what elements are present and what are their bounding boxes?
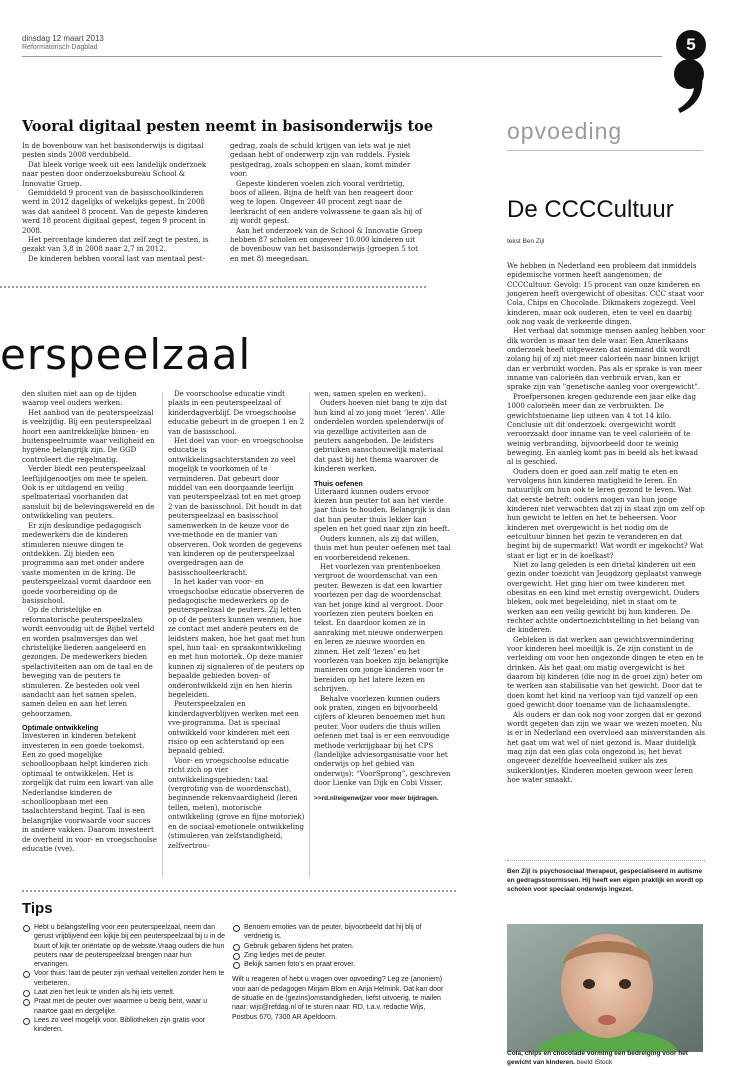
tips-col-1	[22, 923, 228, 1035]
child-photo	[507, 924, 703, 1052]
paragraph: den sluiten niet aan op de tijden waarop veel ouders werken.	[22, 390, 137, 408]
paragraph: Behalve voorlezen kunnen ouders ook praten, zingen en bijvoorbeeld cijfers of kleuren benoemen met hun peuter. Voor ouders die thuis willen oefenen met taal is er een eenvoudige methode verkrijgbaar bij het CPS (landelijke adviesorganisatie voor het onderwijs op het gebied van onderwijs): “VoorSprong”, geschreven door Lienke van Dijk en Cobi Visser.	[314, 694, 451, 788]
tip-item: Praat met de peuter over waarmee u bezig bent, waar u naartoe gaat en dergelijke.	[22, 997, 228, 1016]
paragraph: Het verhaal dat sommige mensen aanleg hebben voor dik worden is maar ten dele waar. Een Amerikaans onderzoek heeft uitgewezen dat niemand dik wordt zolang hij of zij niet meer calorieën naar binnen krijgt dan er verbruikt worden. Pas als er sprake is van meer inname van calorieën dan verbruik ervan, kan er sprake zijn van "genetische aanleg voor overgewicht".	[507, 327, 705, 392]
child-photo-image	[507, 924, 703, 1052]
paragraph: wen, samen spelen en werken).	[314, 390, 426, 398]
subheading: Optimale ontwikkeling	[22, 723, 99, 733]
paragraph: Ouders kunnen, als zij dat willen, thuis met hun peuter oefenen met taal en voorbereidend rekenen.	[314, 534, 451, 562]
paragraph: Aan het onderzoek van de School & Innovatie Groep hebben 87 scholen en ongeveer 10.000 kinderen uit de bovenbouw van het basisonderwijs (groepen 5 tot en met 8) meegedaan.	[230, 226, 423, 263]
tip-item: Lees zo veel mogelijk voor. Bibliotheken zijn gratis voor kinderen.	[22, 1016, 228, 1035]
page-number: 5	[676, 30, 706, 60]
header-rule	[22, 56, 662, 57]
paragraph: In het kader van voor- en vroegschoolse educatie observeren de pedagogische medewerkers op de peuterspeelzaal de peuters. Zij letten op of de peuters kunnen wennen, hoe ze contact met andere peuters en de leidsters maken, hoe het gaat met hun spel, hun taal- en spraakontwikkeling en met hun motoriek. Op deze manier kunnen zij signaleren of de peuters op bepaalde gebieden boven- of onderontwikkeld zijn en hen hierin begeleiden.	[168, 578, 305, 699]
paragraph: Ouders doen er goed aan zelf matig te eten en vervolgens hun kinderen matigheid te leren. En natuurlijk om hun ook te leren gezond te leven. Wat dat eerste betreft: ouders mogen van hun jonge kinderen niet verwachten dat zij in staat zijn om zelf op hun gewicht te letten en het te beheersen. Voor kinderen met overgewicht is het nodig om de eetcultuur binnen het gezin te veranderen en dat begint bij de supermarkt! Wat wordt er ingekocht? Wat staat er ligt er in de koelkast?	[507, 467, 705, 560]
paragraph: Gepeste kinderen voelen zich vooral verdrietig, boos of alleen. Bijna de helft van hen reageert door weg te lopen. Ongeveer 40 procent zegt naar de leerkracht of een andere volwassene te gaan als hij of zij wordt gepest.	[230, 179, 422, 226]
tips-title: Tips	[22, 900, 53, 917]
comma-logo-icon	[668, 58, 710, 114]
paragraph: Het aanbod van de peuterspeelzaal is veelzijdig. Bij een peuterspeelzaal hoort een aantrekkelijke binnen- en buitenspeelruimte waar veiligheid en hygiëne belangrijk zijn. De GGD controleert die regelmatig.	[22, 408, 155, 464]
paragraph: Niet zo lang geleden is een drietal kinderen uit een gezin onder toezicht van Jeugdzorg geplaatst vanwege overgewicht. Het ging hier om twee kinderen met obesitas en een kind met ernstig overgewicht. Ouders bleken, ook met begeleiding, niet in staat om te werken aan een veilig gewicht bij hun kinderen. De rechter achtte ondertoezichtstelling in het belang van de kinderen.	[507, 561, 702, 635]
paragraph: Het percentage kinderen dat zelf zegt te pesten, is gezakt van 3,8 in 2008 naar 2,7 in 2012.	[22, 236, 209, 254]
section-rule	[507, 150, 703, 151]
paragraph: Gemiddeld 9 procent van de basisschoolkinderen werd in 2012 dagelijks of wekelijks gepest. In 2008 was dat aandeel 8 procent. Van de gepeste kinderen werd 18 procent digitaal gepest, tegen 9 procent in 2008.	[22, 189, 209, 235]
paragraph: gedrag, zoals de schuld krijgen van iets wat je niet gedaan hebt of onderwerp zijn van roddels. Fysiek pestgedrag, zoals schoppen en slaan, komt minder voor.	[230, 142, 411, 179]
column-rule	[309, 392, 310, 878]
paragraph: Gebleken is dat werken aan gewichtsvermindering voor kinderen heel moeilijk is. Ze zijn constant in de verleiding om voor hen ongezonde dingen te eten en te drinken. Als het gaat om matig overgewicht is het daarom bij kinderen (die nog in de groei zijn) beter om te werken aan stabilisatie van het gewicht. Door dat te doen komt het kind na verloop van tijd vanzelf op een goed gewicht door toename van de lichaamslengte.	[507, 635, 704, 710]
tip-item: Hebt u belangstelling voor een peuterspeelzaal, neem dan gerust vrijblijvend een kijkje bij een peuterspeelzaal bij u in de buurt of kijk ter oriëntatie op de website.Vraag ouders die hun peuters naar de peuterspeelzaal brengen naar hun ervaringen.	[22, 923, 228, 969]
column-body	[507, 262, 705, 785]
column-rule	[162, 392, 163, 878]
paragraph: Dat bleek vorige week uit een landelijk onderzoek naar pesten door onderzoeksbureau School & Innovatie Groep.	[22, 160, 207, 188]
bio-divider	[507, 860, 705, 861]
main-col-1	[22, 390, 157, 855]
article-title: Vooral digitaal pesten neemt in basisonderwijs toe	[22, 118, 434, 135]
paragraph: De voorschoolse educatie vindt plaats in een peuterspeelzaal of kinderdagverblijf. De vroegschoolse educatie gebeurt in de groepen 1 en 2 van de basisschool.	[168, 390, 305, 436]
author-bio: Ben Zijl is psychosociaal therapeut, gespecialiseerd in autisme en gedragsstoornissen. Hij heeft een eigen praktijk en wordt op scholen voor speciaal onderwijs ingezet.	[507, 868, 704, 893]
tip-item: Benoem emoties van de peuter, bijvoorbeeld dat hij blij of verdrietig is.	[232, 923, 446, 942]
article-col-1	[22, 142, 215, 264]
dotted-divider	[0, 286, 426, 288]
paragraph: Op de christelijke en reformatorische peuterspeelzalen wordt eenvoudig uit de Bijbel verteld en worden psalmversjes dan wel christelijke liederen aangeleerd en gezongen. De medewerkers bieden spelactiviteiten aan om de taal en de beweging van de peuters te stimuleren. Ze besteden ook veel aandacht aan het samen spelen, samen delen en aan het leren gehoorzamen.	[22, 606, 155, 718]
tip-item: Bekijk samen foto’s en praat erover.	[232, 960, 446, 969]
tip-item: Zing liedjes met de peuter.	[232, 951, 446, 960]
paragraph: Het voorlezen van prentenboeken vergroot de woordenschat van een peuter. Bewezen is dat een kwartier voorlezen per dag de woordenschat van het jonge kind al vergroot. Door voorlezen zien peuters boeken en tekst. En daardoor komen ze in aanraking met nieuwe onderwerpen en leren ze nieuwe woorden en zinnen. Het zelf ‘lezen’ en het voorlezen van boeken zijn belangrijke manieren om jonge kinderen voor te bereiden op het latere lezen en schrijven.	[314, 562, 449, 694]
paragraph: We hebben in Nederland een probleem dat inmiddels epidemische vormen heeft aangenomen; de CCCCultuur. Gevolg: 15 procent van onze kinderen en jongeren heeft overgewicht of obesitas. CCC staat voor Cola, Chips en Chocolade. Dikmakers zogezegd. Veel kinderen, maar ook ouderen, eten te veel en daarbij ook nog vaak de verkeerde dingen.	[507, 262, 704, 327]
subheading: Thuis oefenen	[314, 478, 363, 488]
paragraph: Investeren in kinderen betekent investeren in een goede toekomst. Een zo goed mogelijke schoolloopbaan helpt kinderen zich optimaal te ontwikkelen. Het is zorgelijk dat ruim een kwart van alle Nederlandse kinderen de schoolloopbaan met een taalachterstand begint. Taal is een belangrijke voorwaarde voor succes in andere vakken. Daarom investeert de overheid in voor- en vroegschoolse educatie (vve).	[22, 732, 157, 854]
paragraph: Het doel van voor- en vroegschoolse educatie is ontwikkelingsachterstanden zo veel mogelijk te voorkomen of te verminderen. Dat gebeurt door middel van een doorgaande leerlijn van peuterspeelzaal tot en met groep 2 van de basisschool. Dit houdt in dat peuterspeelzaal en basisschool samenwerken in de keuze voor de vve-methode en de manier van observeren. Ook worden de gegevens van kinderen op de peuterspeelzaal overgedragen aan de basisschoolleerkracht.	[168, 437, 304, 577]
web-link-text: >>rd.nl/eigenwijzer voor meer bijdragen.	[314, 794, 439, 802]
photo-credit: beeld iStock	[576, 1058, 613, 1066]
tip-item: Gebruik gebaren tijdens het praten.	[232, 942, 446, 951]
tips-divider	[22, 890, 456, 892]
contact-info: Wilt u reageren of hebt u vragen over opvoeding? Leg ze (anoniem) voor aan de pedagogen Mirjam Blom en Anja Helmink. Dat kan door de situatie en de (gezins)omstandigheden, liefst uitvoerig, te mailen naar: wijs@refdag.nl of te sturen naar: RD, t.a.v. redactie Wijs, Postbus 670, 7300 AR Apeldoorn.	[232, 976, 444, 1021]
paragraph: Uiteraard kunnen ouders ervoor kiezen hun peuter tot aan het vierde jaar thuis te houden. Belangrijk is dan dat hun peuter thuis lekker kan spelen en het goed naar zijn zin heeft.	[314, 487, 451, 534]
column-title: De CCCCultuur	[507, 196, 674, 223]
tips-col-2	[232, 923, 446, 1022]
photo-caption	[507, 1050, 705, 1067]
paragraph: Ouders hoeven niet bang te zijn dat hun kind al zo jong moet ‘leren’. Alle onderdelen worden spelenderwijs of via gezellige activiteiten aan de peuters aangeboden. De leidsters gebruiken aanschouwelijk materiaal dat past bij het thema waarover de kinderen werken.	[314, 399, 448, 474]
paragraph: De kinderen hebben vooral last van mentaal pest-	[28, 254, 205, 263]
article-col-2	[230, 142, 423, 264]
section-label: opvoeding	[507, 118, 623, 144]
issue-date: dinsdag 12 maart 2013	[22, 34, 104, 43]
paragraph: Verder biedt een peuterspeelzaal leeftijdgenootjes om mee te spelen. Ook is er uitdagend en veilig spelmateriaal voorhanden dat aansluit bij de belevingswereld en de ontwikkeling van peuters.	[22, 465, 155, 521]
paragraph: In de bovenbouw van het basisonderwijs is digitaal pesten sinds 2008 verdubbeld.	[22, 142, 204, 160]
paragraph: Er zijn deskundige pedagogisch medewerkers die de kinderen stimuleren nieuwe dingen te ontdekken. Zij bieden een programma aan met onder andere vaste momenten in de kring. De peuterspeelzaal vormt daardoor een goede voorbereiding op de basisschool.	[22, 521, 152, 605]
tip-item: Voor thuis: laat de peuter zijn verhaal vertellen zonder hem te verbeteren.	[22, 969, 228, 988]
caption-text: Cola, chips en chocolade vorming een bedreiging voor het gewicht van kinderen.	[507, 1050, 688, 1066]
paragraph: Proefpersonen kregen gedurende een jaar elke dag 1000 calorieën meer dan ze verbruikten. De gewichtstoename liep uiteen van 4 tot 14 kilo. Conclusie uit dit onderzoek: overgewicht wordt veroorzaakt door inname van te veel calorieën of te weinig verbranding, bijvoorbeeld door te weinig beweging. En aanleg komt pas in beeld als het kwaad al is geschied.	[507, 392, 698, 467]
paragraph: Voor- en vroegschoolse educatie richt zich op vier ontwikkelingsgebieden: taal (vergroting van de woordenschat), beginnende rekenvaardigheid (leren tellen, meten), motorische ontwikkeling (grove en fijne motoriek) en de sociaal-emotionele ontwikkeling (stimuleren van zelfstandigheid, zelfvertrou-	[168, 756, 305, 850]
byline: tekst Ben Zijl	[507, 238, 545, 245]
paragraph: Als ouders er dan ook nog voor zorgen dat er gezond wordt gegeten dan zijn we waar we wezen moeten. Nu is er in Nederland een overvloed aan misverstanden als het gaat om wat wel of niet gezond is. Maar duidelijk mag zijn dat een glas cola ongezond is; het bevat ongeveer dezelfde hoeveelheid suiker als zes suikerklontjes. Kinderen moeten gewoon weer leren hoe water smaakt.	[507, 710, 705, 784]
main-col-2	[168, 390, 305, 851]
tip-item: Laat zien het leuk te vinden als hij iets vertelt.	[22, 988, 228, 997]
main-headline: erspeelzaal	[0, 330, 252, 379]
newspaper-name: Reformatorisch Dagblad	[22, 44, 98, 51]
paragraph: Peuterspeelzalen en kinderdagverblijven werken met een vve-programma. Dat is speciaal ontwikkeld voor kinderen met een risico op een achterstand op een bepaald gebied.	[168, 700, 299, 756]
web-link[interactable]	[314, 794, 451, 803]
main-col-3	[314, 390, 451, 803]
